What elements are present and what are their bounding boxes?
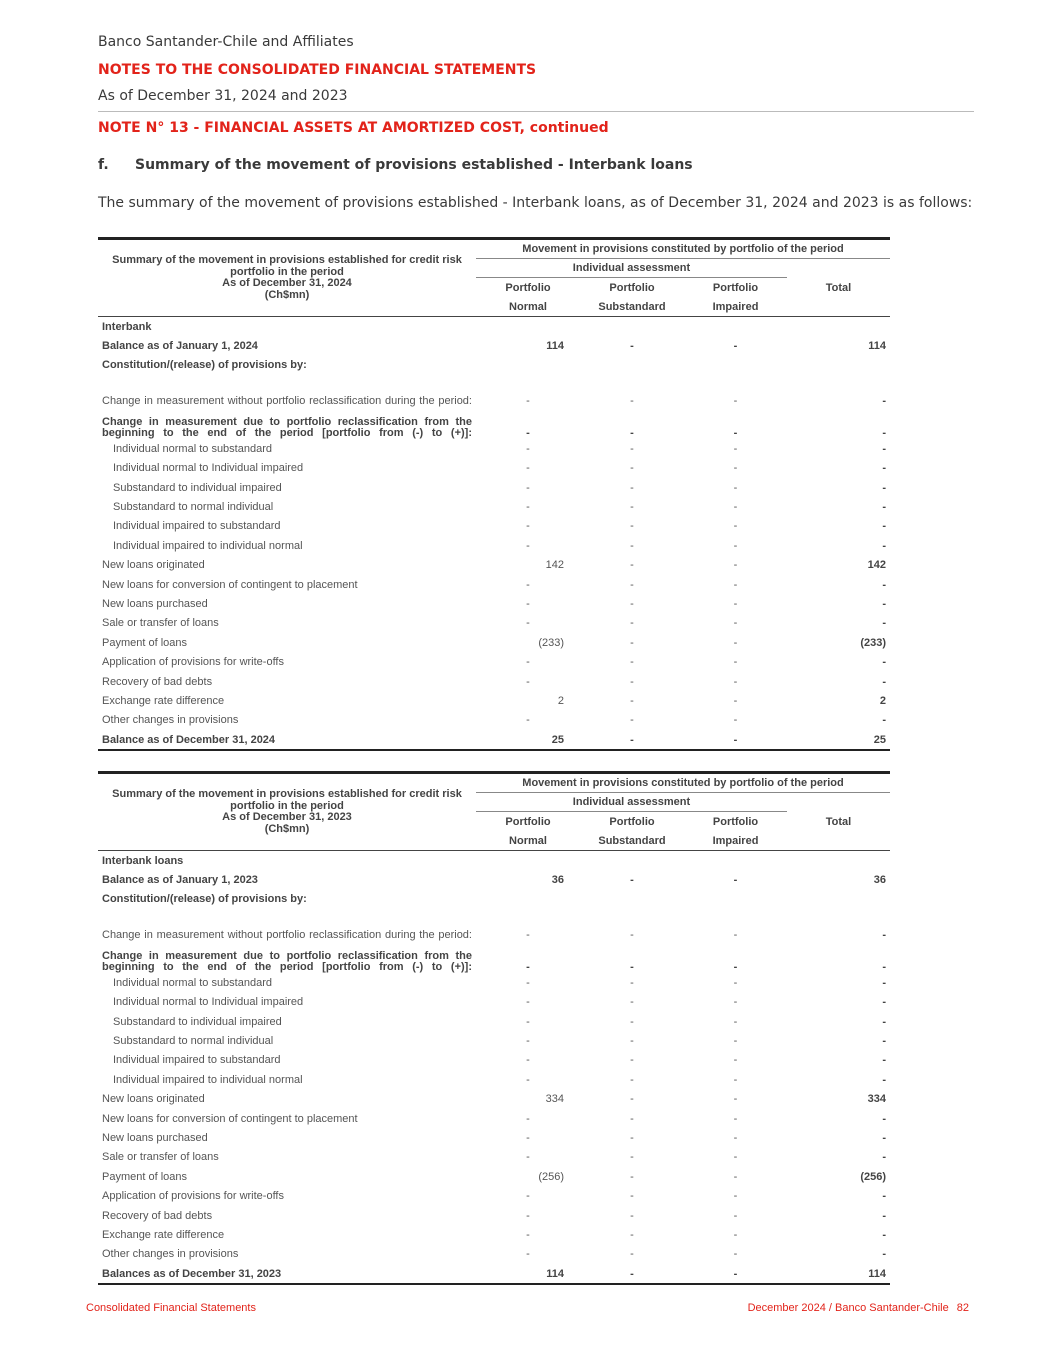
row-value: - <box>882 656 887 669</box>
row-value: - <box>630 1015 634 1028</box>
row-value: - <box>882 395 887 408</box>
row-value: - <box>882 1015 887 1028</box>
table-row <box>98 1012 890 1031</box>
column-header-bottom: Substandard <box>580 297 684 317</box>
row-value: - <box>526 539 530 552</box>
row-value: 142 <box>867 559 887 572</box>
page-number: 82 <box>956 1302 969 1314</box>
report-date: As of December 31, 2024 and 2023 <box>98 88 348 104</box>
row-value: - <box>630 1248 634 1261</box>
row-value: - <box>526 1054 530 1067</box>
table-corner-header <box>98 773 476 851</box>
row-value: - <box>733 1093 738 1106</box>
table-row <box>98 594 890 613</box>
row-value <box>580 851 684 871</box>
row-value: - <box>630 1228 634 1241</box>
assessment-header: Individual assessment <box>476 259 787 278</box>
row-value: - <box>630 714 634 727</box>
row-label: New loans originated <box>102 1093 205 1106</box>
corner-line: (Ch$mn) <box>264 822 310 835</box>
table-row <box>98 439 890 458</box>
section-letter: f. <box>98 157 109 173</box>
row-value: - <box>733 694 738 707</box>
notes-title: NOTES TO THE CONSOLIDATED FINANCIAL STATEMENTS <box>98 62 537 78</box>
column-header-bottom: Normal <box>476 297 580 317</box>
row-value: - <box>526 1073 530 1086</box>
row-value: 2 <box>879 694 887 707</box>
table-corner-header <box>98 239 476 317</box>
row-value: - <box>630 1209 634 1222</box>
table-row <box>98 870 890 889</box>
row-value: - <box>526 395 530 408</box>
row-value: - <box>733 501 738 514</box>
row-value: - <box>526 1248 530 1261</box>
row-value: - <box>733 481 738 494</box>
row-value: - <box>630 481 634 494</box>
row-value <box>580 317 684 337</box>
row-value: - <box>882 1248 887 1261</box>
row-label: New loans originated <box>102 559 205 572</box>
row-label: Balances as of December 31, 2023 <box>98 1264 476 1284</box>
row-value: - <box>526 501 530 514</box>
row-value: - <box>882 481 887 494</box>
row-value: - <box>882 617 887 630</box>
row-value: - <box>526 714 530 727</box>
table-row <box>98 1109 890 1128</box>
row-label: Constitution/(release) of provisions by: <box>102 359 307 372</box>
row-value: - <box>526 481 530 494</box>
column-header-top: Portfolio <box>712 281 759 294</box>
table-row <box>98 633 890 652</box>
table-row <box>98 1167 890 1186</box>
row-label: Substandard to individual impaired <box>113 1015 282 1028</box>
row-value: - <box>630 675 634 688</box>
row-label: Individual normal to substandard <box>113 442 272 455</box>
row-value: - <box>630 427 634 440</box>
total-header: Total <box>787 259 890 317</box>
row-value: 114 <box>546 340 564 353</box>
row-value: - <box>733 714 738 727</box>
row-label: Recovery of bad debts <box>102 675 213 688</box>
row-value: - <box>580 1264 684 1284</box>
table-row <box>98 1051 890 1070</box>
table-row <box>98 1070 890 1089</box>
row-value: - <box>733 520 738 533</box>
column-header-bottom: Substandard <box>580 831 684 851</box>
row-value <box>787 317 890 337</box>
table-row <box>98 556 890 575</box>
row-value <box>684 890 787 909</box>
row-label: Interbank loans <box>102 854 184 867</box>
table-row <box>98 536 890 555</box>
footer-left: Consolidated Financial Statements <box>86 1302 256 1314</box>
corner-line: As of December 31, 2024 <box>222 277 352 289</box>
row-value: - <box>630 961 634 974</box>
row-value: - <box>733 636 738 649</box>
row-value: (233) <box>860 636 887 649</box>
row-value: - <box>630 1170 634 1183</box>
table-row <box>98 517 890 536</box>
row-value: - <box>882 1131 887 1144</box>
row-value: - <box>733 1131 738 1144</box>
column-header-top: Portfolio <box>505 815 551 828</box>
row-label: New loans purchased <box>102 1131 208 1144</box>
row-value: - <box>630 340 634 353</box>
row-label: Sale or transfer of loans <box>102 1151 219 1164</box>
row-value: - <box>630 578 634 591</box>
row-value: - <box>526 617 530 630</box>
section-title: Summary of the movement of provisions established - Interbank loans <box>135 157 693 173</box>
total-header: Total <box>787 793 890 851</box>
movement-header: Movement in provisions constituted by portfolio of the period <box>476 773 890 793</box>
row-value: - <box>733 395 738 408</box>
row-label: Individual impaired to individual normal <box>113 1073 303 1086</box>
table-row <box>98 1128 890 1147</box>
row-value: - <box>882 961 887 974</box>
row-label: Constitution/(release) of provisions by: <box>102 893 307 906</box>
row-value: - <box>733 1073 738 1086</box>
row-value: 114 <box>476 1264 580 1284</box>
row-value: - <box>733 442 738 455</box>
row-label: New loans for conversion of contingent to placement <box>102 578 358 591</box>
row-value: - <box>882 1209 887 1222</box>
table-row <box>98 993 890 1012</box>
table-row <box>98 1148 890 1167</box>
row-value: - <box>882 996 887 1009</box>
row-value: - <box>733 1054 738 1067</box>
row-value: - <box>630 976 634 989</box>
row-value: - <box>630 1112 634 1125</box>
row-label: Individual impaired to individual normal <box>113 539 303 552</box>
row-label: Payment of loans <box>102 1170 187 1183</box>
row-label: Individual normal to Individual impaired <box>113 996 304 1009</box>
row-value <box>476 356 580 375</box>
row-value: - <box>882 539 887 552</box>
row-value: - <box>733 1015 738 1028</box>
row-value: - <box>630 597 634 610</box>
row-value: - <box>526 675 530 688</box>
table-row <box>98 478 890 497</box>
row-value: 142 <box>545 559 564 572</box>
row-value: - <box>733 597 738 610</box>
row-value: - <box>630 1073 634 1086</box>
table-row <box>98 1225 890 1244</box>
table-row <box>98 614 890 633</box>
column-header-top: Portfolio <box>712 815 759 828</box>
intro-paragraph: The summary of the movement of provisions established - Interbank loans, as of December 31, 2024 and 2023 is as follows: <box>98 195 973 211</box>
table-row <box>98 730 890 750</box>
row-value: - <box>882 427 887 440</box>
row-value: - <box>630 462 634 475</box>
row-value: (256) <box>860 1170 887 1183</box>
row-value: 334 <box>867 1093 887 1106</box>
row-value: - <box>733 1190 738 1203</box>
row-value: - <box>733 539 738 552</box>
table-row <box>98 1031 890 1050</box>
row-label: Balance as of January 1, 2024 <box>102 340 258 353</box>
row-value: - <box>733 617 738 630</box>
table-row <box>98 711 890 730</box>
row-value: - <box>733 1248 738 1261</box>
row-value: - <box>882 462 887 475</box>
row-value: - <box>733 996 738 1009</box>
column-header-bottom: Impaired <box>684 297 787 317</box>
row-value: - <box>882 714 887 727</box>
row-value: - <box>882 1112 887 1125</box>
corner-line: Summary of the movement in provisions established for credit risk <box>112 254 462 266</box>
table-row <box>98 1206 890 1225</box>
row-value: - <box>526 1190 530 1203</box>
row-label: Other changes in provisions <box>102 1248 239 1261</box>
row-value: - <box>630 1035 634 1048</box>
row-value: - <box>630 617 634 630</box>
row-value <box>684 851 787 871</box>
row-value: - <box>630 636 634 649</box>
table-row <box>98 851 890 871</box>
row-value: - <box>882 1228 887 1241</box>
table-row <box>98 652 890 671</box>
footer-right <box>748 1302 969 1314</box>
row-value: - <box>630 539 634 552</box>
row-value: - <box>733 961 738 974</box>
row-label: Individual normal to Individual impaired <box>113 462 304 475</box>
row-value: - <box>526 961 530 974</box>
row-value: - <box>526 462 530 475</box>
column-header-top: Portfolio <box>505 281 551 294</box>
row-value: - <box>630 501 634 514</box>
corner-line: portfolio in the period <box>230 799 344 812</box>
row-value: - <box>526 976 530 989</box>
table-row <box>98 459 890 478</box>
company-name: Banco Santander-Chile and Affiliates <box>98 34 354 50</box>
movement-header: Movement in provisions constituted by portfolio of the period <box>476 239 890 259</box>
row-value: - <box>882 675 887 688</box>
row-label: Individual impaired to substandard <box>113 520 281 533</box>
column-header-bottom: Impaired <box>684 831 787 851</box>
row-label: Application of provisions for write-offs <box>102 656 284 669</box>
row-value: - <box>733 1170 738 1183</box>
row-value: - <box>733 1209 738 1222</box>
table-row <box>98 1090 890 1109</box>
row-label: Interbank <box>102 320 152 333</box>
row-value: - <box>526 442 530 455</box>
column-header-top: Portfolio <box>609 281 655 294</box>
row-value: - <box>630 929 634 942</box>
row-value: - <box>882 976 887 989</box>
row-value: - <box>526 1035 530 1048</box>
row-value: - <box>882 1190 887 1203</box>
row-value <box>476 851 580 871</box>
column-header-top: Portfolio <box>609 815 655 828</box>
row-value: - <box>526 1228 530 1241</box>
corner-line: portfolio in the period <box>230 265 344 278</box>
row-value: - <box>882 1151 887 1164</box>
table-row <box>98 375 890 407</box>
row-label: Change in measurement without portfolio reclassification during the period: <box>102 395 472 408</box>
row-value: 25 <box>476 730 580 750</box>
row-value: - <box>630 520 634 533</box>
table-row <box>98 317 890 337</box>
row-value: - <box>733 1228 738 1241</box>
table-row <box>98 1186 890 1205</box>
provisions-table-2024 <box>98 237 890 751</box>
table-row <box>98 1264 890 1284</box>
table-row <box>98 1245 890 1264</box>
row-value: - <box>526 520 530 533</box>
row-value <box>476 317 580 337</box>
row-value: - <box>733 874 738 887</box>
row-value: - <box>882 501 887 514</box>
row-value: - <box>882 1035 887 1048</box>
row-value: 114 <box>868 340 887 353</box>
corner-line: As of December 31, 2023 <box>222 811 352 823</box>
row-label: Change in measurement without portfolio reclassification during the period: <box>102 929 472 942</box>
row-value: 114 <box>787 1264 890 1284</box>
row-value: - <box>733 1035 738 1048</box>
row-value: 36 <box>551 874 564 887</box>
row-value: - <box>882 1054 887 1067</box>
row-value <box>580 356 684 375</box>
row-value: - <box>630 1093 634 1106</box>
row-value: - <box>684 1264 787 1284</box>
row-value: - <box>882 597 887 610</box>
row-value: (233) <box>538 636 564 649</box>
row-value: - <box>526 578 530 591</box>
row-value: - <box>630 442 634 455</box>
table-row <box>98 336 890 355</box>
row-label: Substandard to normal individual <box>113 1035 274 1048</box>
row-value: - <box>630 1190 634 1203</box>
row-value: - <box>630 395 634 408</box>
row-label: New loans for conversion of contingent to placement <box>102 1112 358 1125</box>
row-value: - <box>733 1112 738 1125</box>
table-row <box>98 575 890 594</box>
assessment-header: Individual assessment <box>476 793 787 812</box>
table-row <box>98 497 890 516</box>
row-value: - <box>882 929 887 942</box>
row-value: 36 <box>873 874 887 887</box>
row-value: - <box>733 656 738 669</box>
row-value: - <box>526 656 530 669</box>
row-label: Sale or transfer of loans <box>102 617 219 630</box>
row-value: - <box>684 730 787 750</box>
row-value: - <box>630 1054 634 1067</box>
table-row <box>98 356 890 375</box>
row-label: Application of provisions for write-offs <box>102 1190 284 1203</box>
row-value: - <box>733 340 738 353</box>
row-label: Change in measurement due to portfolio reclassification from the beginning to the end of the period [portfolio from (-) to (+)]: <box>102 416 472 440</box>
table-row <box>98 909 890 941</box>
corner-line: Summary of the movement in provisions established for credit risk <box>112 788 462 800</box>
row-value: 2 <box>557 694 564 707</box>
row-label: Other changes in provisions <box>102 714 239 727</box>
row-value <box>787 890 890 909</box>
row-value: 25 <box>787 730 890 750</box>
row-value: 334 <box>545 1093 564 1106</box>
row-value: - <box>526 1151 530 1164</box>
row-value: - <box>526 1209 530 1222</box>
row-value: - <box>526 597 530 610</box>
row-value: - <box>733 427 738 440</box>
row-value: - <box>882 1073 887 1086</box>
row-value: - <box>733 976 738 989</box>
column-header-bottom: Normal <box>476 831 580 851</box>
row-value: - <box>580 730 684 750</box>
row-value: - <box>630 1151 634 1164</box>
row-value: - <box>630 559 634 572</box>
row-label: Exchange rate difference <box>102 1228 225 1241</box>
row-label: Substandard to individual impaired <box>113 481 282 494</box>
row-label: Exchange rate difference <box>102 694 225 707</box>
row-value: - <box>733 1151 738 1164</box>
row-value: (256) <box>538 1170 564 1183</box>
row-value <box>684 317 787 337</box>
row-value: - <box>630 874 634 887</box>
row-value: - <box>526 1112 530 1125</box>
row-value: - <box>630 656 634 669</box>
row-value: - <box>526 996 530 1009</box>
row-value: - <box>526 427 530 440</box>
row-value: - <box>882 442 887 455</box>
row-value <box>580 890 684 909</box>
row-value: - <box>733 929 738 942</box>
row-value: - <box>630 996 634 1009</box>
row-value: - <box>526 929 530 942</box>
row-value: - <box>526 1131 530 1144</box>
table-row <box>98 890 890 909</box>
table-row <box>98 407 890 439</box>
row-value: - <box>733 462 738 475</box>
row-label: New loans purchased <box>102 597 208 610</box>
row-value <box>684 356 787 375</box>
table-row <box>98 691 890 710</box>
header-divider <box>98 111 974 112</box>
row-label: Recovery of bad debts <box>102 1209 213 1222</box>
row-value: - <box>630 694 634 707</box>
row-label: Change in measurement due to portfolio reclassification from the beginning to the end of the period [portfolio from (-) to (+)]: <box>102 950 472 974</box>
row-label: Balance as of December 31, 2024 <box>98 730 476 750</box>
table-row <box>98 941 890 973</box>
row-value: - <box>882 578 887 591</box>
row-label: Payment of loans <box>102 636 187 649</box>
table-row <box>98 672 890 691</box>
row-value: - <box>733 578 738 591</box>
row-value <box>787 356 890 375</box>
row-label: Balance as of January 1, 2023 <box>102 874 258 887</box>
footer-right-text: December 2024 / Banco Santander-Chile <box>747 1302 949 1314</box>
row-value: - <box>526 1015 530 1028</box>
row-label: Individual impaired to substandard <box>113 1054 281 1067</box>
row-value <box>476 890 580 909</box>
provisions-table-2023 <box>98 771 890 1285</box>
row-value <box>787 851 890 871</box>
note-title: NOTE N° 13 - FINANCIAL ASSETS AT AMORTIZED COST, continued <box>98 120 609 136</box>
row-value: - <box>733 559 738 572</box>
row-value: - <box>630 1131 634 1144</box>
row-label: Individual normal to substandard <box>113 976 272 989</box>
row-label: Substandard to normal individual <box>113 501 274 514</box>
corner-line: (Ch$mn) <box>264 288 310 301</box>
table-row <box>98 973 890 992</box>
row-value: - <box>882 520 887 533</box>
row-value: - <box>733 675 738 688</box>
